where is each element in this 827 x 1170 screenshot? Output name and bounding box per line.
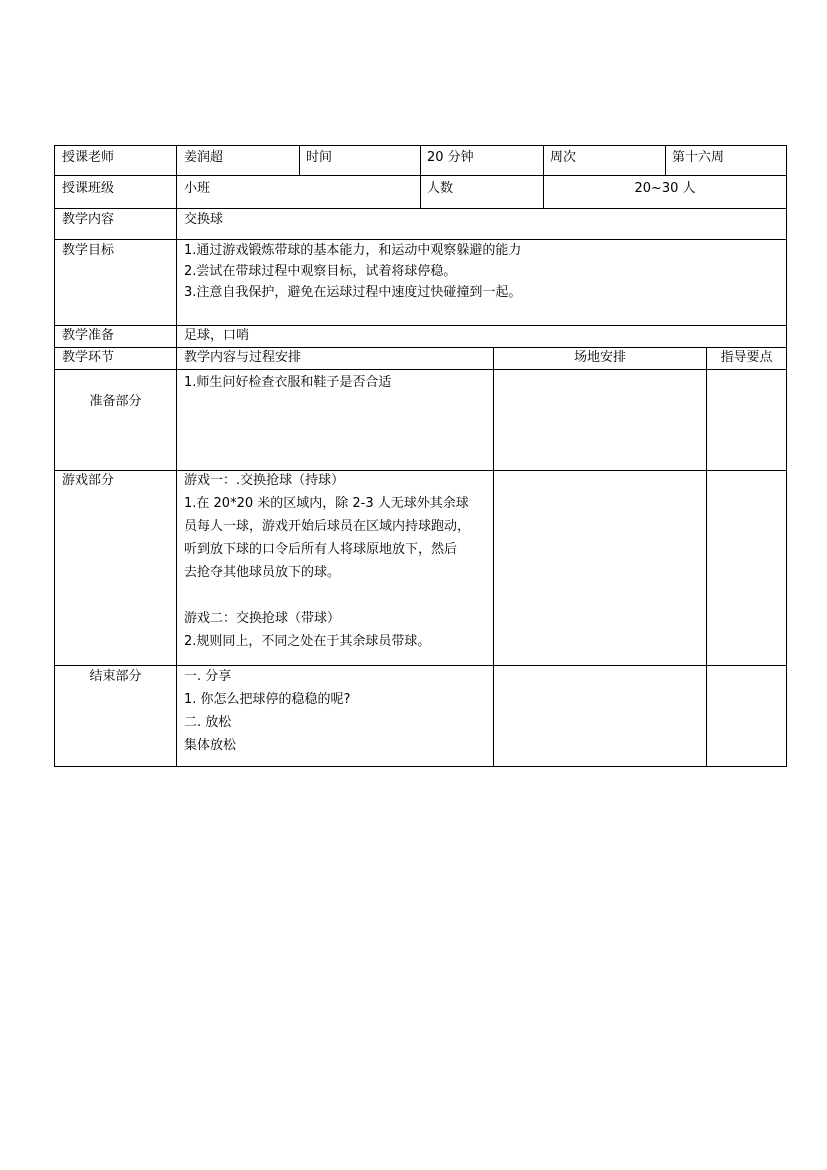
warmup-venue-cell (493, 369, 707, 471)
closing-label: 结束部分 (89, 669, 142, 684)
warmup-line: 1.师生问好检查衣服和鞋子是否合适 (184, 375, 392, 390)
game-line: 2.规则同上，不同之处在于其余球员带球。 (184, 634, 431, 649)
content-value: 交换球 (184, 212, 224, 227)
week-value: 第十六周 (672, 150, 725, 165)
warmup-label: 准备部分 (89, 394, 142, 409)
game-line: 员每人一球，游戏开始后球员在区域内持球跑动， (184, 519, 471, 534)
goal-list (184, 240, 521, 303)
header-venue: 场地安排 (573, 350, 626, 365)
time-value: 20 分钟 (427, 150, 474, 165)
header-content: 教学内容与过程安排 (184, 350, 302, 365)
warmup-label-cell (54, 369, 177, 471)
content-label: 教学内容 (62, 212, 115, 227)
time-label: 时间 (306, 150, 333, 165)
class-value-cell (176, 175, 421, 209)
closing-key-cell (706, 665, 787, 767)
week-label: 周次 (550, 150, 577, 165)
count-label: 人数 (427, 181, 454, 196)
game-key-cell (706, 470, 787, 666)
header-stage: 教学环节 (62, 350, 115, 365)
game-lines (184, 469, 470, 653)
goal-item: 3.注意自我保护，避免在运球过程中速度过快碰撞到一起。 (184, 285, 522, 300)
warmup-lines (184, 371, 391, 394)
game-line (184, 584, 470, 607)
teacher-label: 授课老师 (62, 150, 115, 165)
content-value-cell (176, 208, 787, 240)
goal-item: 1.通过游戏锻炼带球的基本能力，和运动中观察躲避的能力 (184, 243, 522, 258)
game-label-cell (54, 470, 177, 666)
closing-lines (184, 665, 350, 757)
prep-value: 足球，口哨 (184, 328, 250, 343)
game-line: 1.在 20*20 米的区域内，除 2-3 人无球外其余球 (184, 496, 469, 511)
class-value: 小班 (184, 181, 211, 196)
goal-label: 教学目标 (62, 243, 115, 258)
game-line: 游戏二：交换抢球（带球） (184, 611, 341, 626)
game-label: 游戏部分 (62, 473, 115, 488)
closing-line: 1. 你怎么把球停的稳稳的呢? (184, 692, 351, 707)
game-venue-cell (493, 470, 707, 666)
teacher-value: 姜润超 (184, 150, 224, 165)
goal-item: 2.尝试在带球过程中观察目标，试着将球停稳。 (184, 264, 457, 279)
closing-line: 二. 放松 (184, 715, 232, 730)
header-key: 指导要点 (720, 350, 773, 365)
warmup-key-cell (706, 369, 787, 471)
game-line: 听到放下球的口令后所有人将球原地放下，然后 (184, 542, 458, 557)
closing-line: 一. 分享 (184, 669, 232, 684)
closing-venue-cell (493, 665, 707, 767)
game-line: 游戏一：.交换抢球（持球） (184, 473, 345, 488)
class-label: 授课班级 (62, 181, 115, 196)
prep-value-cell (176, 325, 787, 348)
game-line: 去抢夺其他球员放下的球。 (184, 565, 341, 580)
prep-label: 教学准备 (62, 328, 115, 343)
closing-line: 集体放松 (184, 738, 237, 753)
count-value: 20~30 人 (634, 181, 696, 196)
